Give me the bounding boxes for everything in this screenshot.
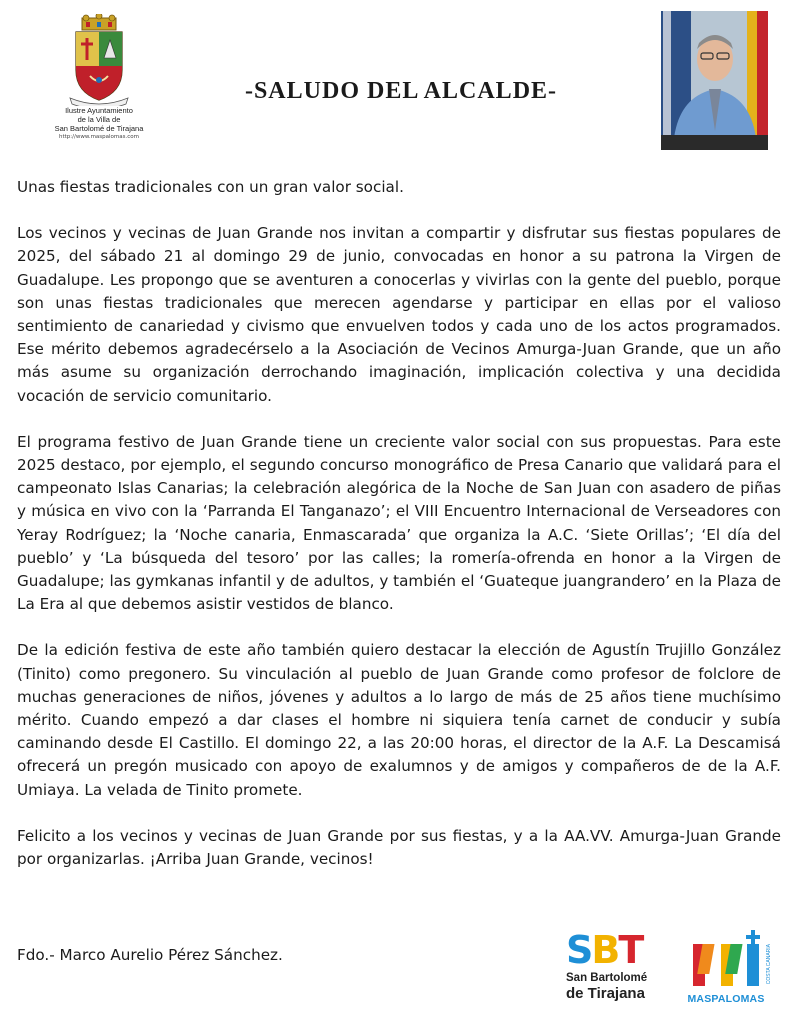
crest-url: http://www.maspalomas.com [58,134,140,140]
paragraph-program: El programa festivo de Juan Grande tiene un creciente valor social con sus propuestas. Para este 2025 destaco, por ejemplo, el segundo concurso monográfico de Presa Canario que validará para el campeonato Islas Canarias; la celebración alegórica de la Noche de San Juan con asadero de piñas y música en vivo con la ‘Parranda El Tanganazo’; el VIII Encuentro Internacional de Verseadores con Yeray Rodríguez; la ‘Noche canaria, Enmascarada’ que organiza la A.C. ‘Siete Orillas’; ‘El día del pueblo’ y ‘La búsqueda del tesoro’ por las calles; la romería-ofrenda en honor a la Virgen de Guadalupe; las gymkanas infantil y de adultos, y también el ‘Guateque juangrandero’ en la Plaza de La Era al que debemos asistir vestidos de blanco. [17,432,781,614]
sbt-line-2: de Tirajana [566,985,645,1002]
municipal-crest [44,14,154,141]
mayor-portrait [661,11,768,150]
signature: Fdo.- Marco Aurelio Pérez Sánchez. [17,946,283,964]
portrait-image [661,11,768,150]
letter-body [17,176,781,894]
paragraph-intro: Unas fiestas tradicionales con un gran valor social. [17,178,404,196]
crest-org-line-1: Ilustre Ayuntamiento [65,106,133,115]
sbt-letter-s: S [566,928,592,972]
maspalomas-m-icon [687,930,765,988]
sbt-letter-b: B [591,928,619,972]
sbt-logo [566,930,666,1002]
coat-of-arms-icon [68,14,130,106]
paragraph-invitation: Los vecinos y vecinas de Juan Grande nos invitan a compartir y disfrutar sus fiestas populares de 2025, del sábado 21 al domingo 29 de junio, convocadas en honor a su patrona la Virgen de Guadalupe. Les propongo que se aventuren a conocerlas y vivirlas con la gente del pueblo, porque son unas fiestas tradicionales que merecen agendarse y participar en ellas por el valioso sentimiento de canariedad y civismo que envuelven todos y cada uno de los actos programados. Ese mérito debemos agradecérselo a la Asociación de Vecinos Amurga-Juan Grande, que un año más asume su organización derrochando imaginación, implicación colectiva y una decidida vocación de servicio comunitario. [17,224,781,405]
paragraph-closing: Felicito a los vecinos y vecinas de Juan Grande por sus fiestas, y a la AA.VV. Amurga-Juan Grande por organizarlas. ¡Arriba Juan Grande, vecinos! [17,826,781,869]
crest-org-line-2: de la Villa de [77,115,121,124]
maspalomas-label: MASPALOMAS [687,993,765,1005]
maspalomas-side-text: COSTA CANARIA [766,944,772,985]
sbt-letter-t: T [618,928,643,972]
crest-org-line-3: San Bartolomé de Tirajana [54,124,144,133]
page-title: -SALUDO DEL ALCALDE- [244,78,558,105]
sbt-line-1: San Bartolomé [566,972,648,984]
sbt-mark [566,930,666,970]
maspalomas-logo [686,930,772,1005]
paragraph-pregonero: De la edición festiva de este año también quiero destacar la elección de Agustín Trujillo González (Tinito) como pregonero. Su vinculación al pueblo de Juan Grande como profesor de folclore de muchas generaciones de niños, jóvenes y adultos a lo largo de más de 25 años tiene muchísimo mérito. Cuando empezó a dar clases el hombre ni siquiera tenía carnet de conducir y subía caminando desde El Castillo. El domingo 22, a las 20:00 horas, el director de la A.F. La Descamisá ofrecerá un pregón musicado con apoyo de exalumnos y de amigos y compañeros de de la A.F. Umiaya. La velada de Tinito promete. [17,641,781,799]
